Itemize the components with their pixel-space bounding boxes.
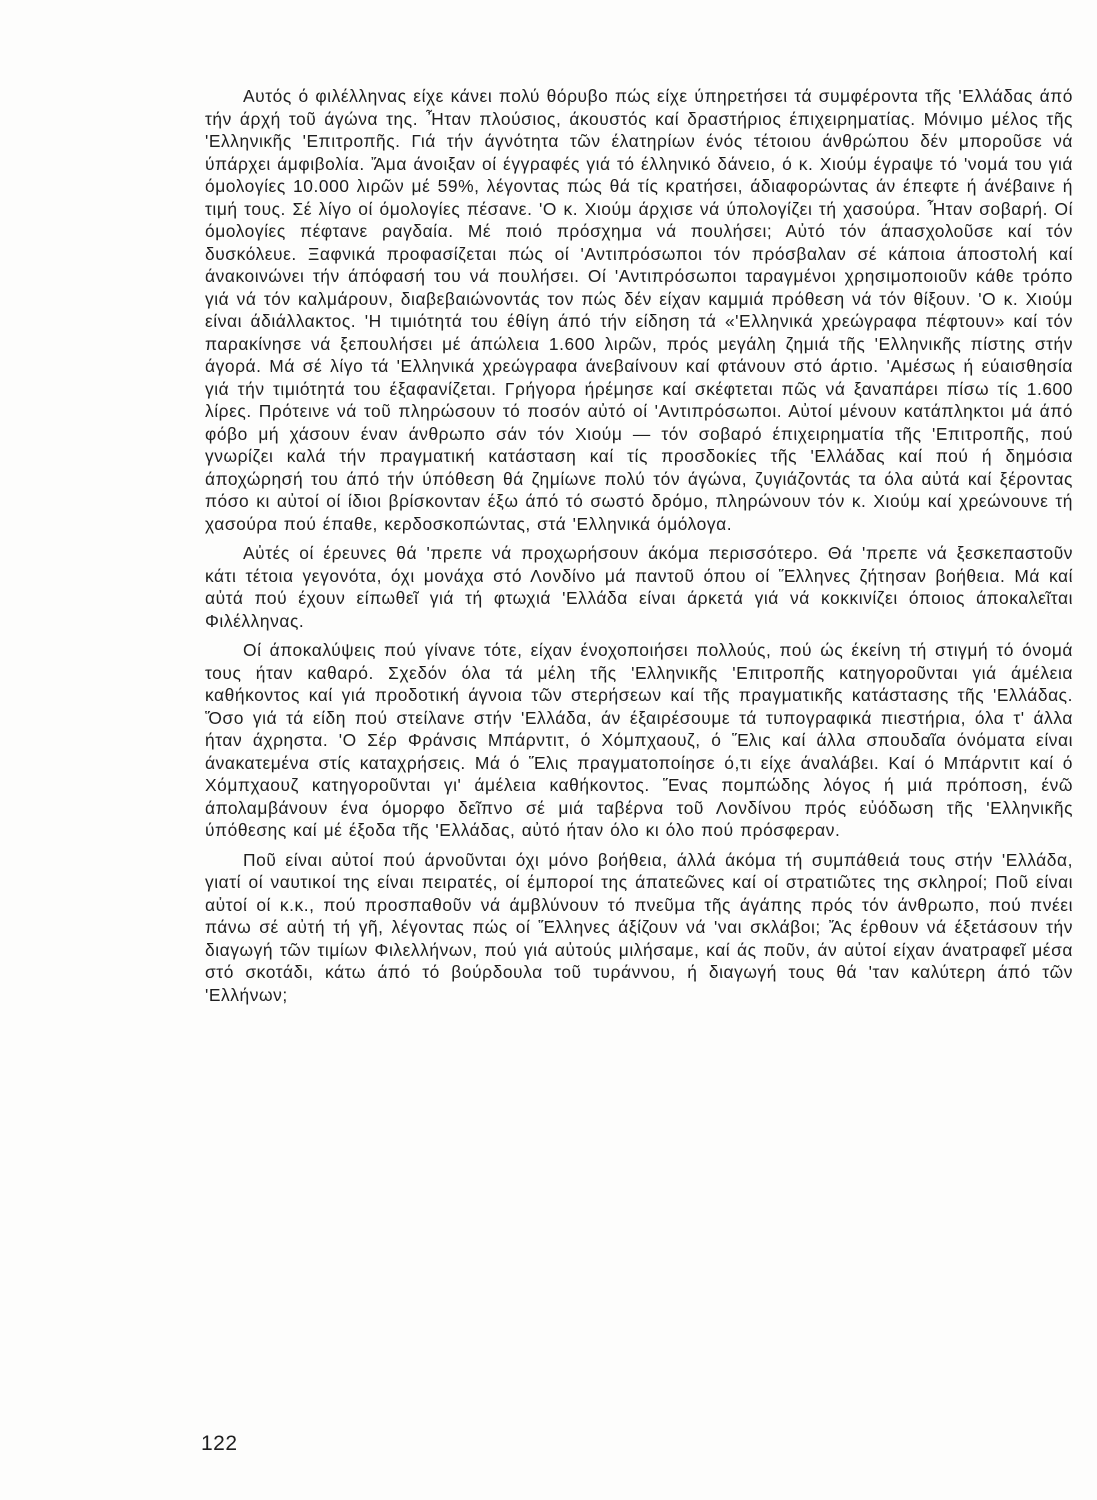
paragraph-4: Ποῦ είναι αὐτοί πού άρνοῦνται όχι μόνο βοήθεια, άλλά άκόμα τή συμπάθειά τους στήν 'Ελλάδα, γιατί οί ναυτικοί της είναι πειρατές, οί έμποροί της άπατεῶνες καί οί στρατιῶτες της σκληροί; Ποῦ είναι αὐτοί οί κ.κ., πού προσπαθοῦν νά άμβλύνουν τό πνεῦμα τῆς άγάπης πρός τόν άνθρωπο, πού πνέει πάνω σέ αὐτή τή γῆ, λέγοντας πώς οί Ἕλληνες άξίζουν νά 'ναι σκλάβοι; Ἄς έρθουν νά έξετάσουν τήν διαγωγή τῶν τιμίων Φιλελλήνων, πού γιά αὐτούς μιλήσαμε, καί άς ποῦν, άν αὐτοί είχαν άνατραφεῖ μέσα στό σκοτάδι, κάτω άπό τό βούρδουλα τοῦ τυράννου, ή διαγωγή τους θά 'ταν καλύτερη άπό τῶν 'Ελλήνων;	[205, 849, 1073, 1005]
paragraph-2: Αὐτές οί έρευνες θά 'πρεπε νά προχωρήσουν άκόμα περισσότερο. Θά 'πρεπε νά ξεσκεπαστοῦν κάτι τέτοια γεγονότα, όχι μονάχα στό Λονδίνο μά παντοῦ όπου οί Ἕλληνες ζήτησαν βοήθεια. Μά καί αὐτά πού έχουν είπωθεῖ γιά τή φτωχιά 'Ελλάδα είναι άρκετά γιά νά κοκκινίζει όποιος άποκαλεῖται Φιλέλληνας.	[205, 543, 1073, 631]
paragraph-1: Αυτός ό φιλέλληνας είχε κάνει πολύ θόρυβο πώς είχε ύπηρετήσει τά συμφέροντα τῆς 'Ελλάδας άπό τήν άρχή τοῦ άγώνα της. Ἦταν πλούσιος, άκουστός καί δραστήριος έπιχειρηματίας. Μόνιμο μέλος τῆς 'Ελληνικῆς 'Επιτροπῆς. Γιά τήν άγνότητα τῶν έλατηρίων ένός τέτοιου άνθρώπου δέν μποροῦσε νά ύπάρχει άμφιβολία. Ἄμα άνοιξαν οί έγγραφές γιά τό έλληνικό δάνειο, ό κ. Χιούμ έγραψε τό 'νομά του γιά όμολογίες 10.000 λιρῶν μέ 59%, λέγοντας πώς θά τίς κρατήσει, άδιαφορώντας άν έπεφτε ή άνέβαινε ή τιμή τους. Σέ λίγο οί όμολογίες πέσανε. 'Ο κ. Χιούμ άρχισε νά ύπολογίζει τή χασούρα. Ἦταν σοβαρή. Οί όμολογίες πέφτανε ραγδαία. Μέ ποιό πρόσχημα νά πουλήσει; Αὐτό τόν άπασχολοῦσε καί τόν δυσκόλευε. Ξαφνικά προφασίζεται πώς οί 'Αντιπρόσωποι τόν πρόσβαλαν σέ κάποια άποστολή καί άνακοινώνει τήν άπόφασή του νά πουλήσει. Οί 'Αντιπρόσωποι ταραγμένοι χρησιμοποιοῦν κάθε τρόπο γιά νά τόν καλμάρουν, διαβεβαιώνοντάς τον πώς δέν είχαν καμμιά πρόθεση νά τόν θίξουν. 'Ο κ. Χιούμ είναι άδιάλλακτος. 'Η τιμιότητά του έθίγη άπό τήν είδηση τά «'Ελληνικά χρεώγραφα πέφτουν» καί τόν παρακίνησε νά ξεπουλήσει μέ άπώλεια 1.600 λιρῶν, πρός μεγάλη ζημιά τῆς 'Ελληνικῆς πίστης στήν άγορά. Μά σέ λίγο τά 'Ελληνικά χρεώγραφα άνεβαίνουν καί φτάνουν στό άρτιο. 'Αμέσως ή εύαισθησία γιά τήν τιμιότητά του έξαφανίζεται. Γρήγορα ήρέμησε καί σκέφτεται πῶς νά ξαναπάρει πίσω τίς 1.600 λίρες. Πρότεινε νά τοῦ πληρώσουν τό ποσόν αὐτό οί 'Αντιπρόσωποι. Αὐτοί μένουν κατάπληκτοι μά άπό φόβο μή χάσουν έναν άνθρωπο σάν τόν Χιούμ — τόν σοβαρό έπιχειρηματία τῆς 'Επιτροπῆς, πού γνωρίζει καλά τήν πραγματική κατάσταση καί τίς προσδοκίες τῆς 'Ελλάδας καί πού ή δημόσια άποχώρησή του άπό τήν ύπόθεση θά ζημίωνε πολύ τόν άγώνα, ζυγιάζοντάς τα όλα αὐτά καί ξέροντας πόσο κι αὐτοί οί ίδιοι βρίσκονταν έξω άπό τό σωστό δρόμο, πληρώνουν τόν κ. Χιούμ καί χρεώνουνε τή χασούρα πού έπαθε, κερδοσκοπώντας, στά 'Ελληνικά όμόλογα.	[205, 86, 1073, 534]
paragraph-3: Οί άποκαλύψεις πού γίνανε τότε, είχαν ένοχοποιήσει πολλούς, πού ώς έκείνη τή στιγμή τό όνομά τους ήταν καθαρό. Σχεδόν όλα τά μέλη τῆς 'Ελληνικῆς 'Επιτροπῆς κατηγοροῦνται γιά άμέλεια καθήκοντος καί γιά προδοτική άγνοια τῶν στερήσεων καί τῆς πραγματικῆς κατάστασης τῆς 'Ελλάδας. Ὅσο γιά τά είδη πού στείλανε στήν 'Ελλάδα, άν έξαιρέσουμε τά τυπογραφικά πιεστήρια, όλα τ' άλλα ήταν άχρηστα. 'Ο Σέρ Φράνσις Μπάρντιτ, ό Χόμπχαουζ, ό Ἕλις καί άλλα σπουδαῖα όνόματα είναι άνακατεμένα στίς καταχρήσεις. Μά ό Ἕλις πραγματοποίησε ό,τι είχε άναλάβει. Καί ό Μπάρντιτ καί ό Χόμπχαουζ κατηγοροῦνται γι' άμέλεια καθήκοντος. Ἕνας πομπώδης λόγος ή μιά πρόποση, ένῶ άπολαμβάνουν ένα όμορφο δεῖπνο σέ μιά ταβέρνα τοῦ Λονδίνου πρός εὐόδωση τῆς 'Ελληνικῆς ύπόθεσης καί μέ έξοδα τῆς 'Ελλάδας, αὐτό ήταν όλο κι όλο πού πρόσφεραν.	[205, 640, 1073, 840]
page-body	[205, 85, 1073, 1006]
page-number: 122	[201, 1432, 238, 1455]
